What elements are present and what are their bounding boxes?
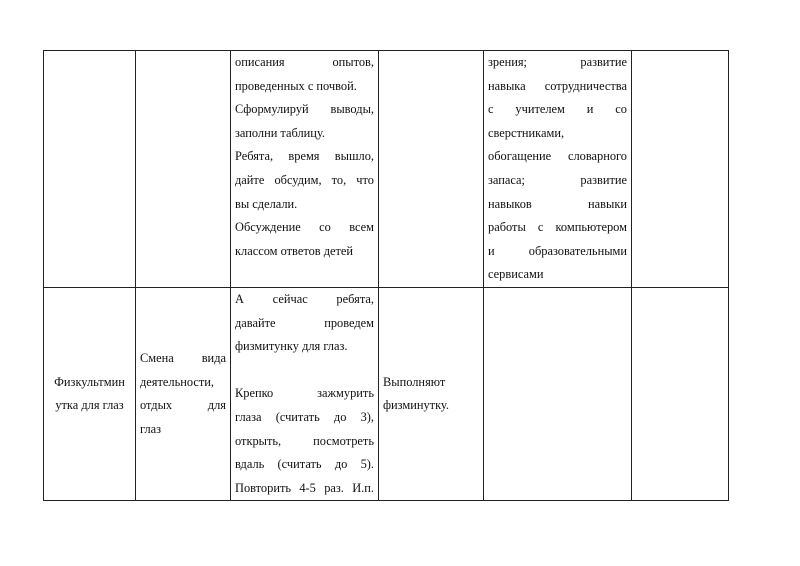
text-line: вдаль (считать до 5). <box>235 457 374 472</box>
text-line: деятельности, <box>140 374 215 389</box>
text-line: Ребята, время вышло, <box>235 149 374 164</box>
text-line: сверстниками, <box>488 125 565 140</box>
text-line: заполни таблицу. <box>235 125 325 140</box>
text-line: Сформулируй выводы, <box>235 102 374 117</box>
stage-cell <box>44 51 136 288</box>
stage-cell <box>44 287 136 500</box>
notes-cell <box>632 287 729 500</box>
text-line: вы сделали. <box>235 196 298 211</box>
text-line: работы с компьютером <box>488 220 627 235</box>
activity-cell <box>136 287 231 500</box>
text-line: навыка сотрудничества <box>488 78 627 93</box>
paragraph-gap <box>235 359 374 383</box>
text-line: Повторить 4-5 раз. И.п. <box>235 480 374 495</box>
text-line: Обсуждение со всем <box>235 220 374 235</box>
notes-cell <box>632 51 729 288</box>
text-line: физминутку. <box>383 398 449 413</box>
text-line: Физкультмин <box>54 374 125 389</box>
text-line: глаз <box>140 421 162 436</box>
table-row <box>44 51 729 288</box>
teacher-activity-cell <box>231 287 379 500</box>
text-line: проведенных с почвой. <box>235 78 357 93</box>
text-line: утка для глаз <box>55 398 124 413</box>
text-line: Крепко зажмурить <box>235 386 374 401</box>
text-line: классом ответов детей <box>235 243 354 258</box>
text-line: А сейчас ребята, <box>235 291 374 306</box>
text-line: запаса; развитие <box>488 172 627 187</box>
text-line: дайте обсудим, то, что <box>235 172 374 187</box>
skills-cell <box>484 51 632 288</box>
student-activity-cell <box>379 51 484 288</box>
text-line: описания опытов, <box>235 55 374 69</box>
student-activity-cell <box>379 287 484 500</box>
text-line: давайте проведем <box>235 315 374 330</box>
text-line: физмитунку для глаз. <box>235 339 348 354</box>
text-line: и образовательными <box>488 243 627 258</box>
teacher-activity-cell <box>231 51 379 288</box>
text-line: зрения; развитие <box>488 55 627 69</box>
activity-cell <box>136 51 231 288</box>
text-line: отдых для <box>140 398 226 413</box>
table-row <box>44 287 729 500</box>
text-line: с учителем и со <box>488 102 627 117</box>
text-line: сервисами <box>488 267 544 282</box>
skills-cell <box>484 287 632 500</box>
lesson-plan-table <box>43 50 729 501</box>
text-line: навыков навыки <box>488 196 627 211</box>
text-line: Выполняют <box>383 374 446 389</box>
text-line: открыть, посмотреть <box>235 433 374 448</box>
text-line: Смена вида <box>140 350 226 365</box>
text-line: глаза (считать до 3), <box>235 409 374 424</box>
text-line: обогащение словарного <box>488 149 627 164</box>
